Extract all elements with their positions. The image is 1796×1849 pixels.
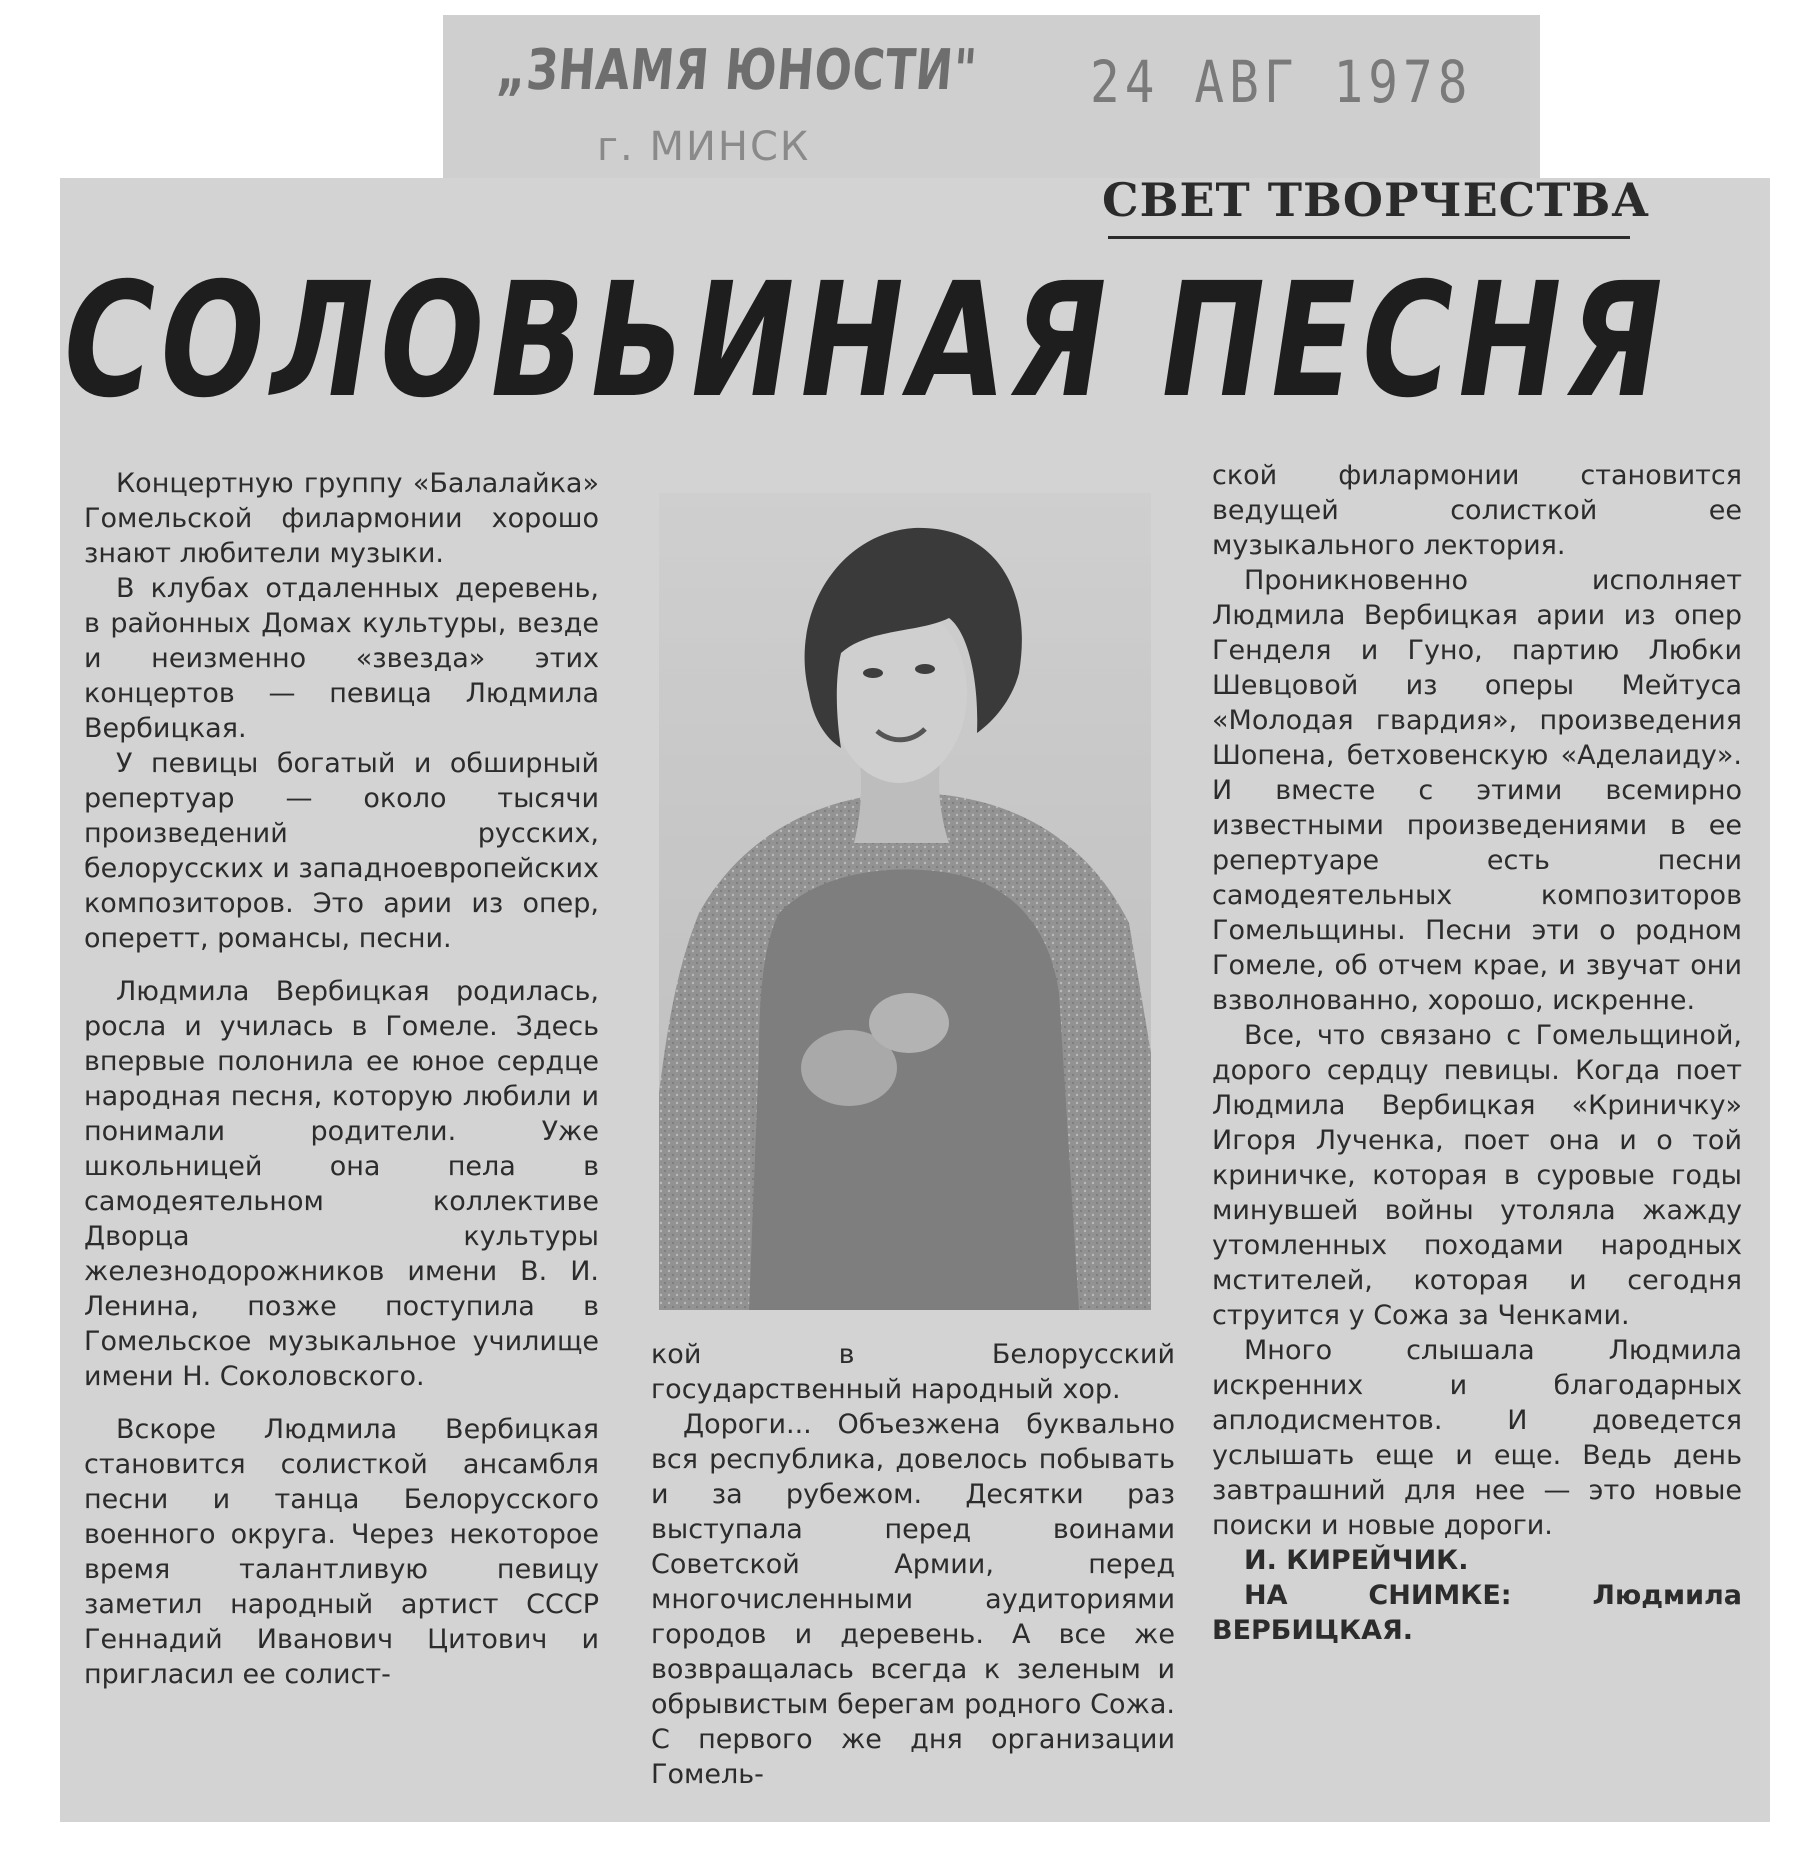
caption-text: Людмила ВЕРБИЦКАЯ. [1212,1580,1742,1646]
paragraph: Дороги... Объезжена буквально вся республика, довелось побывать и за рубежом. Десятки раз выступала перед воинами Советской Армии, перед многочисленными аудиториями городов и деревень. А все же возвращалась всегда к зеленым и обрывистым берегам родного Сожа. С первого же дня организации Гомель- [651,1409,1175,1790]
article-author: И. КИРЕЙЧИК. [1244,1545,1469,1576]
paragraph: ской филармонии становится ведущей солисткой ее музыкального лектория. [1212,460,1742,561]
article-column-2 [651,1337,1175,1792]
paragraph: Проникновенно исполняет Людмила Вербицкая арии из опер Генделя и Гуно, партию Любки Шевцовой из оперы Мейтуса «Молодая гвардия», произведения Шопена, бетховенскую «Аделаиду». И вместе с этими всемирно известными произведениями в ее репертуаре есть песни самодеятельных композиторов Гомельщины. Песни эти о родном Гомеле, об отчем крае, и звучат они взволнованно, хорошо, искренне. [1212,565,1742,1016]
singer-portrait-photo [659,493,1151,1310]
paragraph: Концертную группу «Балалайка» Гомельской филармонии хорошо знают любители музыки. [84,468,599,569]
paragraph: Людмила Вербицкая родилась, росла и училась в Гомеле. Здесь впервые полонила ее юное сердце народная песня, которую любили и понимали родители. Уже школьницей она пела в самодеятельном коллективе Дворца культуры железнодорожников имени В. И. Ленина, позже поступила в Гомельское музыкальное училище имени Н. Соколовского. [84,976,599,1392]
photo-caption [1212,1578,1742,1648]
paragraph: Вскоре Людмила Вербицкая становится солисткой ансамбля песни и танца Белорусского военного округа. Через некоторое время талантливую певицу заметил народный артист СССР Геннадий Иванович Цитович и пригласил ее солист- [84,1414,599,1690]
stamp-city: г. МИНСК [597,124,811,170]
article-column-1 [84,466,599,1692]
stamp-date: 24 АВГ 1978 [1090,48,1473,116]
portrait-illustration [659,493,1151,1310]
paragraph: Много слышала Людмила искренних и благодарных аплодисментов. И доведется услышать еще и еще. Ведь день завтрашний для нее — это новые поиски и новые дороги. [1212,1335,1742,1541]
paragraph: кой в Белорусский государственный народный хор. [651,1339,1175,1405]
article-column-3 [1212,458,1742,1648]
caption-label: НА СНИМКЕ: [1244,1580,1512,1611]
paragraph: В клубах отдаленных деревень, в районных Домах культуры, везде и неизменно «звезда» этих концертов — певица Людмила Вербицкая. [84,573,599,744]
rubric-underline [1108,236,1630,239]
article-headline: СОЛОВЬИНАЯ ПЕСНЯ [49,249,1683,433]
paragraph: У певицы богатый и обширный репертуар — около тысячи произведений русских, белорусских и западноевропейских композиторов. Это арии из опер, оперетт, романсы, песни. [84,748,600,954]
stamp-newspaper-name: „ЗНАМЯ ЮНОСТИ" [494,38,980,103]
paragraph: Все, что связано с Гомельщиной, дорого сердцу певицы. Когда поет Людмила Вербицкая «Криничку» Игоря Лученка, поет она и о той криничке, которая в суровые годы минувшей войны утоляла жажду утомленных походами народных мстителей, которая и сегодня струится у Сожа за Ченками. [1212,1020,1742,1331]
rubric-title: СВЕТ ТВОРЧЕСТВА [1102,173,1650,227]
